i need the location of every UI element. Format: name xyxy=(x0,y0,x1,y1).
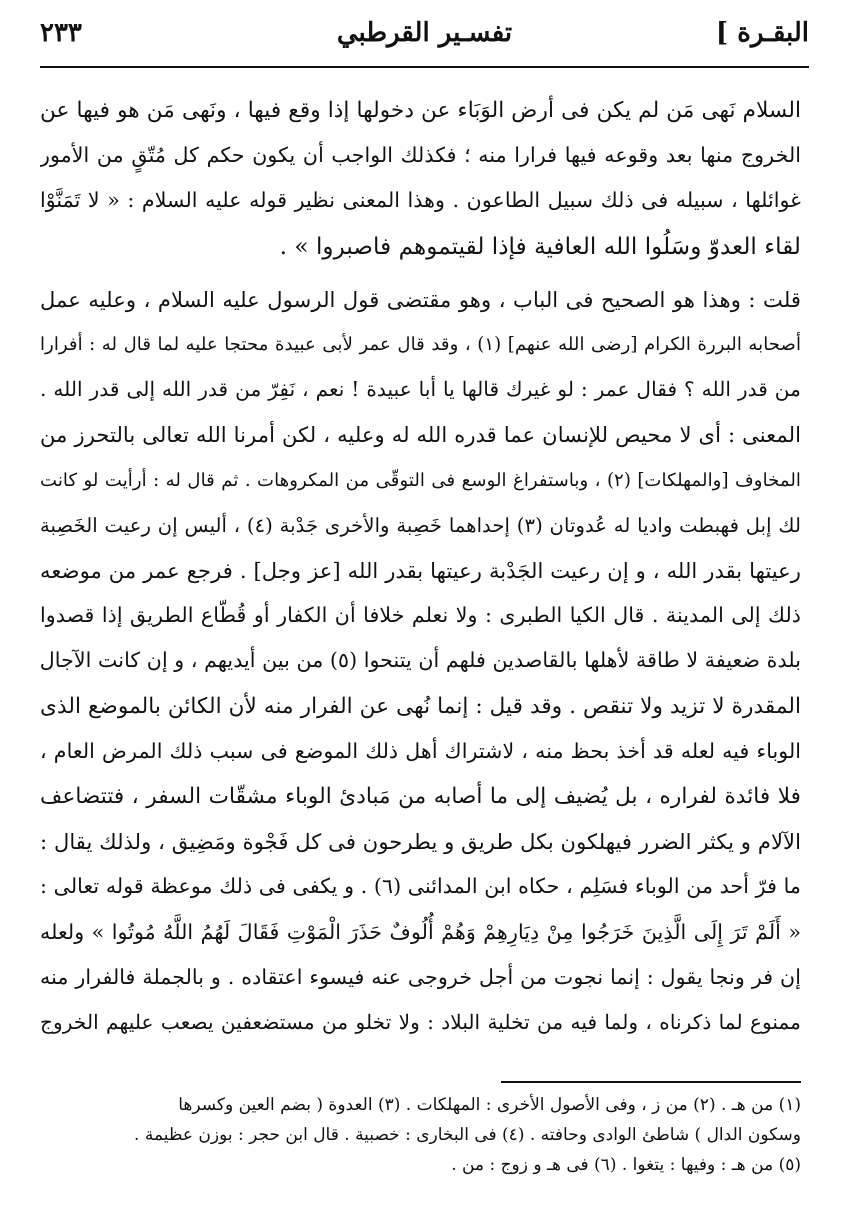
text-line: لقاء العدوّ وسَلُوا الله العافية فإذا لقيتموهم فاصبروا » . xyxy=(279,232,801,260)
text-line: إن فر ونجا يقول : إنما نجوت من أجل خروجى عنه فيسوء اعتقاده . و بالجملة فالفرار منه xyxy=(40,964,801,989)
text-line: الوباء فيه لعله قد أخذ بحظ منه ، لاشتراك أهل ذلك الموضع فى سبب ذلك المرض العام ، xyxy=(40,738,801,763)
footnote-rule xyxy=(501,1081,801,1083)
text-line: رعيتها بقدر الله ، و إن رعيت الجَدْبة رعيتها بقدر الله [عز وجل] . فرجع عمر من موضعه xyxy=(40,558,801,584)
text-line: الآلام و يكثر الضرر فيهلكون بكل طريق و يطرحون فى كل فَجْوة ومَضِيق ، ولذلك يقال : xyxy=(40,829,801,855)
footnotes xyxy=(48,1090,801,1180)
text-line: المخاوف [والمهلكات] (٢) ، وباستفراغ الوسع فى التوقّى من المكروهات . ثم قال له : أرأيت لو كانت xyxy=(40,469,801,491)
text-line: الخروج منها بعد وقوعه فيها فرارا منه ؛ فكذلك الواجب أن يكون حكم كل مُتّقٍ من الأمور xyxy=(40,143,801,168)
text-line: أصحابه البررة الكرام [رضى الله عنهم] (١) ، وقد قال عمر لأبى عبيدة محتجا عليه لما قال له : أفرارا xyxy=(40,334,801,356)
text-line: بلدة ضعيفة لا طاقة لأهلها بالقاصدين فلهم أن يتنحوا (٥) من بين أيديهم ، و إن كانت الآجال xyxy=(40,648,801,673)
text-line: ما فرّ أحد من الوباء فسَلِم ، حكاه ابن المدائنى (٦) . و يكفى فى ذلك موعظة قوله تعالى : xyxy=(40,874,801,899)
main-text xyxy=(40,88,801,1045)
text-line: المعنى : أى لا محيص للإنسان عما قدره الله له وعليه ، لكن أمرنا الله تعالى بالتحرز من xyxy=(40,422,801,448)
surah-name: البقـرة ] xyxy=(715,18,809,48)
text-line: لك إبل فهبطت واديا له عُدوتان (٣) إحداهما خَصِبة والأخرى جَدْبة (٤) ، أليس إن رعيت الخَصِبة xyxy=(40,513,801,537)
quran-verse-line: « أَلَمْ تَرَ إِلَى الَّذِينَ خَرَجُوا مِنْ دِيَارِهِمْ وَهُمْ أُلُوفٌ حَذَرَ الْمَوْتِ فَقَالَ لَهُمُ اللَّهُ مُوتُوا » ولعله xyxy=(40,919,801,944)
text-line: قلت : وهذا هو الصحيح فى الباب ، وهو مقتضى قول الرسول عليه السلام ، وعليه عمل xyxy=(40,286,801,312)
header-rule xyxy=(40,66,809,68)
footnote-line: (٥) من هـ : وفيها : يتغوا . (٦) فى هـ و زوج : من . xyxy=(451,1155,801,1175)
page-header xyxy=(40,18,809,58)
text-line: السلام نَهى مَن لم يكن فى أرض الوَبَاء عن دخولها إذا وقع فيها ، ونَهى مَن هو فيها عن xyxy=(40,98,801,123)
text-line: ممنوع لما ذكرناه ، ولما فيه من تخلية البلاد : ولا تخلو من مستضعفين يصعب عليهم الخروج xyxy=(40,1010,801,1035)
text-line: ذلك إلى المدينة . قال الكيا الطبرى : ولا نعلم خلافا أن الكفار أو قُطّاع الطريق إذا قصدوا xyxy=(40,603,801,628)
text-line: فلا فائدة لفراره ، بل يُضيف إلى ما أصابه من مَبادئ الوباء مشقّات السفر ، فتتضاعف xyxy=(40,784,801,810)
text-line: المقدرة لا تزيد ولا تنقص . وقد قيل : إنما نُهى عن الفرار منه لأن الكائن بالموضع الذى xyxy=(40,693,801,719)
footnote-line: (١) من هـ . (٢) من ز ، وفى الأصول الأخرى : المهلكات . (٣) العدوة ( بضم العين وكسرها xyxy=(178,1095,801,1115)
text-line: غوائلها ، سبيله فى ذلك سبيل الطاعون . وهذا المعنى نظير قوله عليه السلام : « لا تَمَنَّوْا xyxy=(40,188,801,213)
paragraph-gap xyxy=(40,269,801,277)
book-title: تفسـير القرطبي xyxy=(336,18,513,48)
text-line: من قدر الله ؟ فقال عمر : لو غيرك قالها يا أبا عبيدة ! نعم ، نَفِرّ من قدر الله إلى قدر الله . xyxy=(40,377,801,402)
page-number: ٢٣٣ xyxy=(40,18,82,48)
footnote-line: وسكون الدال ) شاطئ الوادى وحافته . (٤) فى البخارى : خصبية . قال ابن حجر : بوزن عظيمة . xyxy=(134,1125,801,1145)
